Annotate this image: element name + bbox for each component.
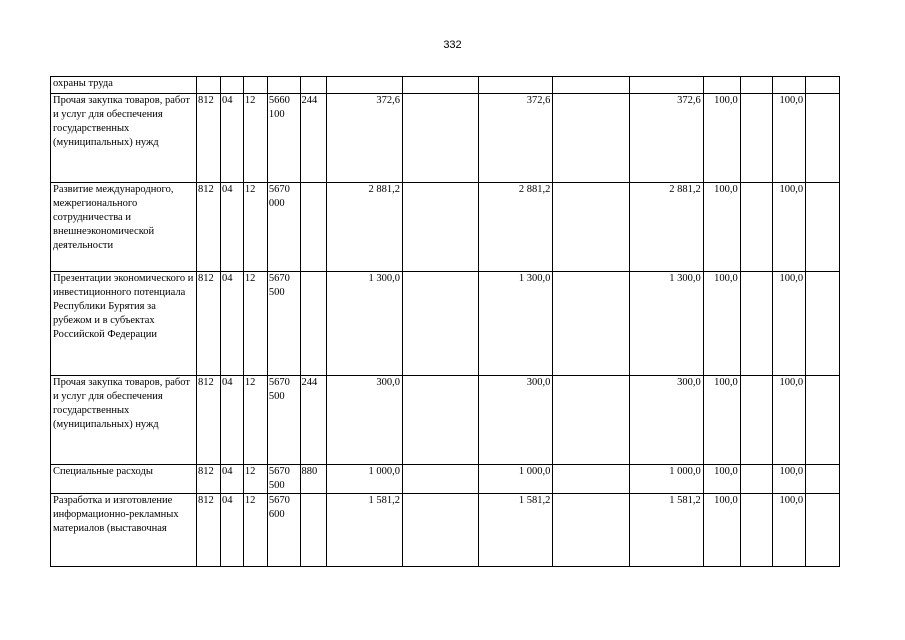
section-code: 04 [220,376,243,465]
value-1: 1 000,0 [326,465,402,494]
ministry-code: 812 [197,494,221,567]
empty-cell [806,494,840,567]
empty-cell [553,272,629,376]
percent-2: 100,0 [773,494,806,567]
table-row [51,94,840,183]
target-article-code: 5670 000 [267,183,300,272]
ministry-code: 812 [197,94,221,183]
ministry-code [197,77,221,94]
percent-1: 100,0 [703,376,740,465]
value-3: 1 000,0 [629,465,703,494]
empty-cell [553,465,629,494]
value-2: 1 300,0 [479,272,553,376]
section-code: 04 [220,494,243,567]
value-3: 372,6 [629,94,703,183]
subsection-code: 12 [243,183,267,272]
expense-type-code [300,77,326,94]
value-2: 1 581,2 [479,494,553,567]
percent-1 [703,77,740,94]
empty-cell [402,494,478,567]
subsection-code [243,77,267,94]
expense-type-code [300,494,326,567]
value-2: 300,0 [479,376,553,465]
empty-cell [553,94,629,183]
empty-cell [402,376,478,465]
value-2 [479,77,553,94]
section-code: 04 [220,94,243,183]
target-article-code: 5670 500 [267,376,300,465]
empty-cell [740,272,773,376]
section-code: 04 [220,272,243,376]
value-1: 372,6 [326,94,402,183]
percent-1: 100,0 [703,183,740,272]
ministry-code: 812 [197,272,221,376]
value-1 [326,77,402,94]
empty-cell [740,183,773,272]
row-name: Прочая закупка товаров, работ и услуг для обеспечения государственных (муниципальных) нужд [51,94,197,183]
percent-1: 100,0 [703,465,740,494]
empty-cell [553,376,629,465]
percent-2: 100,0 [773,465,806,494]
empty-cell [806,77,840,94]
value-3: 300,0 [629,376,703,465]
section-code [220,77,243,94]
value-3: 1 300,0 [629,272,703,376]
table-row [51,494,840,567]
empty-cell [402,272,478,376]
value-1: 2 881,2 [326,183,402,272]
ministry-code: 812 [197,465,221,494]
table-row [51,183,840,272]
percent-2: 100,0 [773,272,806,376]
empty-cell [740,77,773,94]
value-2: 2 881,2 [479,183,553,272]
percent-2 [773,77,806,94]
target-article-code [267,77,300,94]
value-1: 300,0 [326,376,402,465]
empty-cell [553,77,629,94]
ministry-code: 812 [197,183,221,272]
subsection-code: 12 [243,376,267,465]
percent-1: 100,0 [703,494,740,567]
empty-cell [740,94,773,183]
empty-cell [402,94,478,183]
expense-type-code [300,183,326,272]
section-code: 04 [220,183,243,272]
percent-1: 100,0 [703,272,740,376]
table-row [51,376,840,465]
ministry-code: 812 [197,376,221,465]
subsection-code: 12 [243,94,267,183]
value-2: 372,6 [479,94,553,183]
target-article-code: 5670 500 [267,272,300,376]
value-2: 1 000,0 [479,465,553,494]
row-name: Разработка и изготовление информационно-рекламных материалов (выставочная [51,494,197,567]
row-name: Специальные расходы [51,465,197,494]
table-row [51,77,840,94]
empty-cell [402,465,478,494]
empty-cell [402,183,478,272]
subsection-code: 12 [243,272,267,376]
expense-type-code: 244 [300,376,326,465]
row-name: охраны труда [51,77,197,94]
table-row [51,465,840,494]
empty-cell [740,376,773,465]
target-article-code: 5670 500 [267,465,300,494]
empty-cell [806,465,840,494]
subsection-code: 12 [243,494,267,567]
row-name: Презентации экономического и инвестиционного потенциала Республики Бурятия за рубежом и в субъектах Российской Федерации [51,272,197,376]
subsection-code: 12 [243,465,267,494]
target-article-code: 5670 600 [267,494,300,567]
empty-cell [806,183,840,272]
empty-cell [806,376,840,465]
percent-1: 100,0 [703,94,740,183]
expense-type-code: 880 [300,465,326,494]
value-1: 1 300,0 [326,272,402,376]
row-name: Прочая закупка товаров, работ и услуг для обеспечения государственных (муниципальных) нужд [51,376,197,465]
empty-cell [553,494,629,567]
percent-2: 100,0 [773,94,806,183]
expense-type-code: 244 [300,94,326,183]
empty-cell [740,465,773,494]
section-code: 04 [220,465,243,494]
value-3 [629,77,703,94]
percent-2: 100,0 [773,183,806,272]
budget-table [50,76,840,567]
empty-cell [806,272,840,376]
percent-2: 100,0 [773,376,806,465]
expense-type-code [300,272,326,376]
empty-cell [740,494,773,567]
target-article-code: 5660 100 [267,94,300,183]
table-row [51,272,840,376]
empty-cell [402,77,478,94]
value-1: 1 581,2 [326,494,402,567]
page-number: 332 [443,39,462,51]
empty-cell [553,183,629,272]
row-name: Развитие международного, межрегионального сотрудничества и внешнеэкономической деятельности [51,183,197,272]
value-3: 2 881,2 [629,183,703,272]
value-3: 1 581,2 [629,494,703,567]
empty-cell [806,94,840,183]
